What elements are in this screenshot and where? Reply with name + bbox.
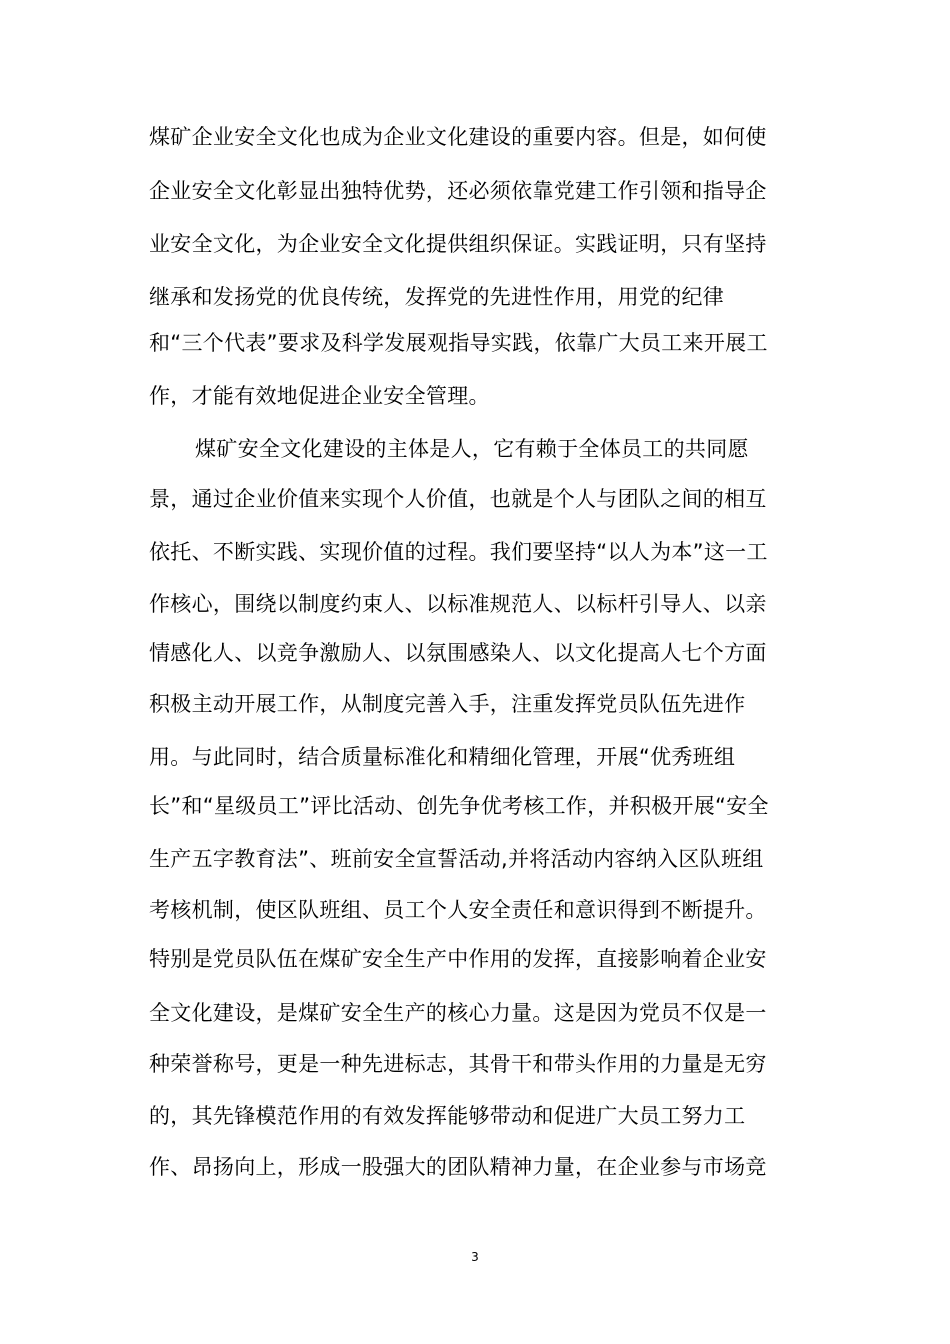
text-line: 积极主动开展工作，从制度完善入手，注重发挥党员队伍先进作 [149, 692, 746, 716]
text-line: 长”和“星级员工”评比活动、创先争优考核工作，并积极开展“安全 [149, 794, 769, 818]
text-line: 作、昂扬向上，形成一股强大的团队精神力量，在企业参与市场竞 [149, 1155, 767, 1179]
text-line: 情感化人、以竞争激励人、以氛围感染人、以文化提高人七个方面 [149, 641, 767, 665]
text-line: 全文化建设，是煤矿安全生产的核心力量。这是因为党员不仅是一 [149, 1001, 767, 1025]
text-line: 生产五字教育法”、班前安全宣誓活动,并将活动内容纳入区队班组 [149, 847, 764, 871]
text-line: 种荣誉称号，更是一种先进标志，其骨干和带头作用的力量是无穷 [149, 1052, 767, 1076]
text-line: 用。与此同时，结合质量标准化和精细化管理，开展“优秀班组 [149, 745, 736, 769]
paragraph-first-line: 煤矿安全文化建设的主体是人，它有赖于全体员工的共同愿 [195, 437, 749, 461]
text-line: 作核心，围绕以制度约束人、以标准规范人、以标杆引导人、以亲 [149, 592, 767, 616]
page-number: 3 [471, 1250, 479, 1264]
text-line: 作，才能有效地促进企业安全管理。 [149, 384, 490, 408]
text-line: 的，其先锋模范作用的有效发挥能够带动和促进广大员工努力工 [149, 1104, 746, 1128]
text-line: 特别是党员队伍在煤矿安全生产中作用的发挥，直接影响着企业安 [149, 947, 767, 971]
text-line: 景，通过企业价值来实现个人价值，也就是个人与团队之间的相互 [149, 487, 767, 511]
text-line: 煤矿企业安全文化也成为企业文化建设的重要内容。但是，如何使 [149, 125, 767, 149]
text-line: 企业安全文化彰显出独特优势，还必须依靠党建工作引领和指导企 [149, 179, 767, 203]
text-line: 依托、不断实践、实现价值的过程。我们要坚持“以人为本”这一工 [149, 540, 768, 564]
text-line: 和“三个代表”要求及科学发展观指导实践，依靠广大员工来开展工 [149, 331, 768, 355]
text-line: 继承和发扬党的优良传统，发挥党的先进性作用，用党的纪律 [149, 285, 725, 309]
text-line: 业安全文化，为企业安全文化提供组织保证。实践证明，只有坚持 [149, 232, 767, 256]
text-line: 考核机制，使区队班组、员工个人安全责任和意识得到不断提升。 [149, 898, 767, 922]
